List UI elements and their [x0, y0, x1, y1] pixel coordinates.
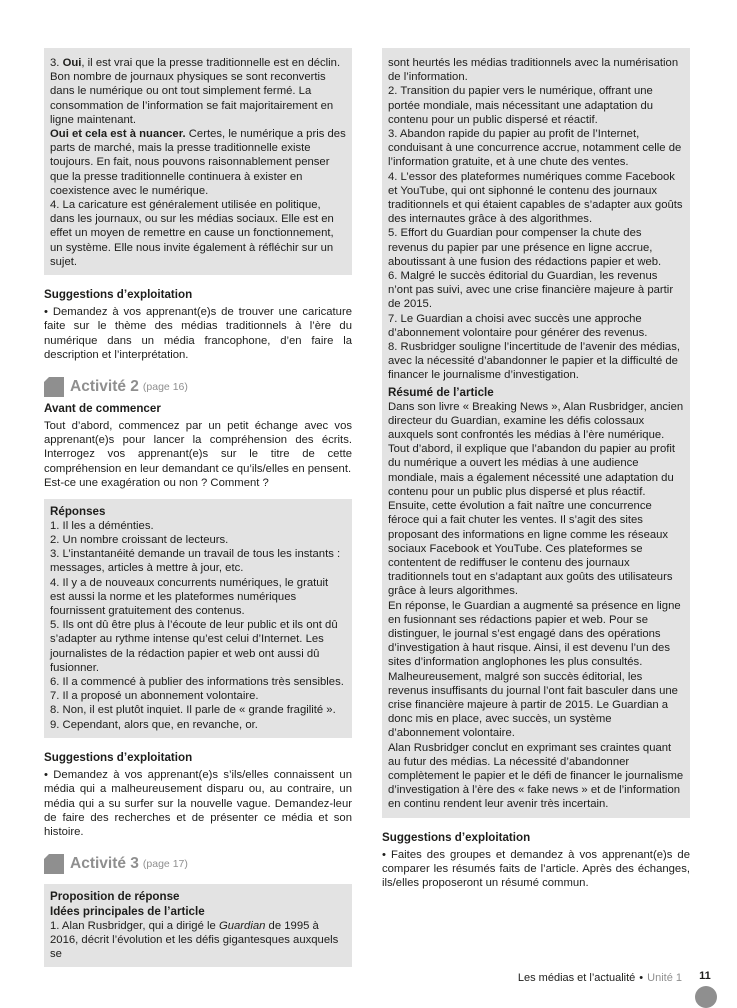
main-idea-item: 3. Abandon rapide du papier au profit de l’Internet, conduisant à une concurrence accrue, notamment celle de l’information gratuite, et à une chute des ventes.: [388, 128, 682, 169]
avant-section: [44, 401, 352, 491]
resume-paragraph: En réponse, le Guardian a augmenté sa présence en ligne en fusionnant ses rédactions papier et web. Pour se distinguer, le journal s’est engagé dans des opérations d’investigation à haut risque. Ainsi, il est devenu l’un des sites d’information anglophones les plus consultés.: [388, 599, 681, 669]
section-question: Est-ce une exagération ou non ? Comment ?: [44, 477, 269, 490]
section-heading: Suggestions d’exploitation: [44, 288, 193, 302]
answer-item: 9. Cependant, alors que, en revanche, or.: [50, 718, 258, 731]
box-heading: Réponses: [50, 504, 106, 518]
resume-paragraph: Tout d’abord, il explique que l’abandon du papier au profit du numérique a ouvert les médias à une audience mondiale, mais a également nécessité une adaptation du contenu pour un public plus dispersé et plus réactif.: [388, 443, 676, 498]
resume-paragraph: Malheureusement, malgré son succès éditorial, les revenus insuffisants du journal l’ont fait basculer dans une crise financière majeure à partir de 2015. Le Guardian a donc mis en place, avec succès, un système d’abonnement volontaire.: [388, 670, 678, 740]
main-idea-item: 5. Effort du Guardian pour compenser la chute des revenus du papier par une présence en ligne accrue, aboutissant à une fusion des rédactions papier et web.: [388, 227, 662, 268]
answer-item: 5. Ils ont dû être plus à l’écoute de leur public et ils ont dû s’adapter au rythme intense qu’est celui d’Internet. Les journalistes de la rédaction papier et web ont aussi dû fusionner.: [50, 619, 338, 674]
main-idea-item: 6. Malgré le succès éditorial du Guardian, les revenus n’ont pas suivi, avec une crise financière majeure à partir de 2015.: [388, 270, 674, 311]
main-idea-item: 8. Rusbridger souligne l’incertitude de l’avenir des médias, avec la nécessité d’abandonner le papier et la difficulté de financer le journalisme d’investigation.: [388, 341, 680, 382]
main-idea-1: 1. Alan Rusbridger, qui a dirigé le Guardian de 1995 à 2016, décrit l’évolution et les défis gigantesques auxquels se: [50, 919, 339, 961]
answer-item: 3. L’instantanéité demande un travail de tous les instants : messages, articles à mettre à jour, etc.: [50, 548, 341, 575]
main-ideas-list: [388, 84, 684, 382]
main-idea-item: 4. L’essor des plateformes numériques comme Facebook et YouTube, qui ont siphonné le contenu des journaux traditionnels et qui étaient capables de s’adapter aux goûts des internautes grâce à des algorithmes.: [388, 170, 683, 226]
suggestions-section-1: [44, 287, 352, 363]
box-heading: Proposition de réponse: [50, 889, 180, 903]
section-text: Tout d’abord, commencez par un petit échange avec vos apprenant(e)s pour lancer la compréhension des écrits. Interrogez vos apprenant(e)s sur le titre de cette compréhension en leur demandant ce qu’ils/elles en pensent.: [44, 419, 352, 475]
answers-list: [50, 519, 346, 732]
main-idea-item: 7. Le Guardian a choisi avec succès une approche d’abonnement volontaire pour générer des revenus.: [388, 312, 648, 339]
answer-item: 8. Non, il est plutôt inquiet. Il parle de « grande fragilité ».: [50, 704, 336, 717]
answer-item: 2. Un nombre croissant de lecteurs.: [50, 533, 229, 546]
footer-unit: Unité 1: [647, 972, 682, 984]
activity-2-heading: [44, 377, 352, 397]
page-footer: [518, 972, 682, 984]
section-heading: Suggestions d’exploitation: [382, 830, 531, 844]
answer-box-activity-1: [44, 48, 352, 275]
answer-3-nuance: Oui et cela est à nuancer. Certes, le numérique a pris des parts de marché, mais la presse traditionnelle existe toujours. En fait, nous pouvons raisonnablement penser que la presse traditionnelle continuera à exister en coexistence avec le numérique.: [50, 128, 346, 197]
answer-box-activity-2: [44, 499, 352, 738]
answer-4: 4. La caricature est généralement utilisée en politique, dans les journaux, ou sur les médias sociaux. Elle est en effet un moyen de remettre en cause un fonctionnement, un système. Elle nous invite également à réfléchir sur un sujet.: [50, 199, 334, 268]
page-tab-circle: [695, 986, 717, 1008]
resume-text: [388, 400, 684, 812]
footer-bullet: •: [639, 972, 644, 984]
box-subheading: Idées principales de l’article: [50, 904, 205, 918]
section-heading: Suggestions d’exploitation: [44, 750, 193, 764]
left-column: [44, 48, 352, 967]
answer-box-continued: [382, 48, 690, 818]
answer-box-activity-3: [44, 884, 352, 968]
resume-heading: Résumé de l’article: [388, 385, 494, 399]
resume-paragraph: Dans son livre « Breaking News », Alan Rusbridger, ancien directeur du Guardian, examine les défis colossaux auxquels sont confrontés les médias à l’ère numérique.: [388, 400, 684, 442]
activity-page-ref: (page 17): [142, 857, 188, 870]
activity-3-heading: [44, 854, 352, 874]
footer-chapter-title: Les médias et l’actualité: [517, 972, 636, 984]
section-text: • Demandez à vos apprenant(e)s de trouver une caricature faite sur le thème des médias traditionnels à l’ère du numérique dans un média francophone, d’en faire la description et l’interprétation.: [44, 306, 352, 362]
resume-paragraph: Ensuite, cette évolution a fait naître une concurrence féroce qui a fait chuter les ventes. Il s’agit des sites proposant des informations en ligne comme les réseaux sociaux Facebook et YouTube. Ces plateformes se contentent de rediffuser le contenu des journaux traditionnels tout en s’adaptant aux goûts des utilisateurs grâce à leurs algorithmes.: [388, 500, 673, 598]
main-idea-1-end: sont heurtés les médias traditionnels avec la numérisation de l’information.: [388, 57, 679, 84]
answer-item: 1. Il les a déménties.: [50, 519, 154, 532]
resume-paragraph: Alan Rusbridger conclut en exprimant ses craintes quant au futur des médias. La nécessité d’abandonner complètement le papier et le défi de financer le journalisme d’investigation à l’ère des « fake news » et de l’information en continu rendent leur avenir très incertain.: [388, 741, 684, 811]
activity-page-ref: (page 16): [142, 380, 188, 393]
activity-marker-icon: [44, 854, 64, 874]
section-text: • Demandez à vos apprenant(e)s s’ils/elles connaissent un média qui a malheureusement disparu ou, au contraire, un média qui a su surfer sur la nouvelle vague. Demandez-leur de faire des recherches et de présenter ce média et son histoire.: [44, 768, 352, 839]
answer-item: 6. Il a commencé à publier des informations très sensibles.: [50, 675, 344, 688]
answer-3: 3. Oui, il est vrai que la presse traditionnelle est en déclin. Bon nombre de journaux physiques se sont reconvertis dans le numérique ou ont tout simplement fermé. La consommation de l’information se fait majoritairement en ligne maintenant.: [50, 57, 341, 126]
answer-item: 4. Il y a de nouveaux concurrents numériques, le gratuit est aussi la norme et les plateformes numériques fournissent gratuitement des contenus.: [50, 576, 329, 617]
activity-marker-icon: [44, 377, 64, 397]
right-column: [382, 48, 690, 891]
section-heading: Avant de commencer: [44, 401, 161, 415]
answer-item: 7. Il a proposé un abonnement volontaire.: [50, 690, 259, 703]
activity-title: Activité 3: [70, 854, 139, 872]
page-number: 11: [699, 970, 711, 982]
activity-title: Activité 2: [70, 377, 139, 395]
suggestions-section-2: [44, 750, 352, 840]
main-idea-item: 2. Transition du papier vers le numérique, offrant une portée mondiale, mais nécessitant une adaptation du contenu pour un public dispersé et réactif.: [388, 85, 654, 126]
section-text: • Faites des groupes et demandez à vos apprenant(e)s de comparer les résumés faits de l’article. Après des échanges, ils/elles proposeront un résumé commun.: [382, 848, 690, 890]
suggestions-section-3: [382, 830, 690, 891]
